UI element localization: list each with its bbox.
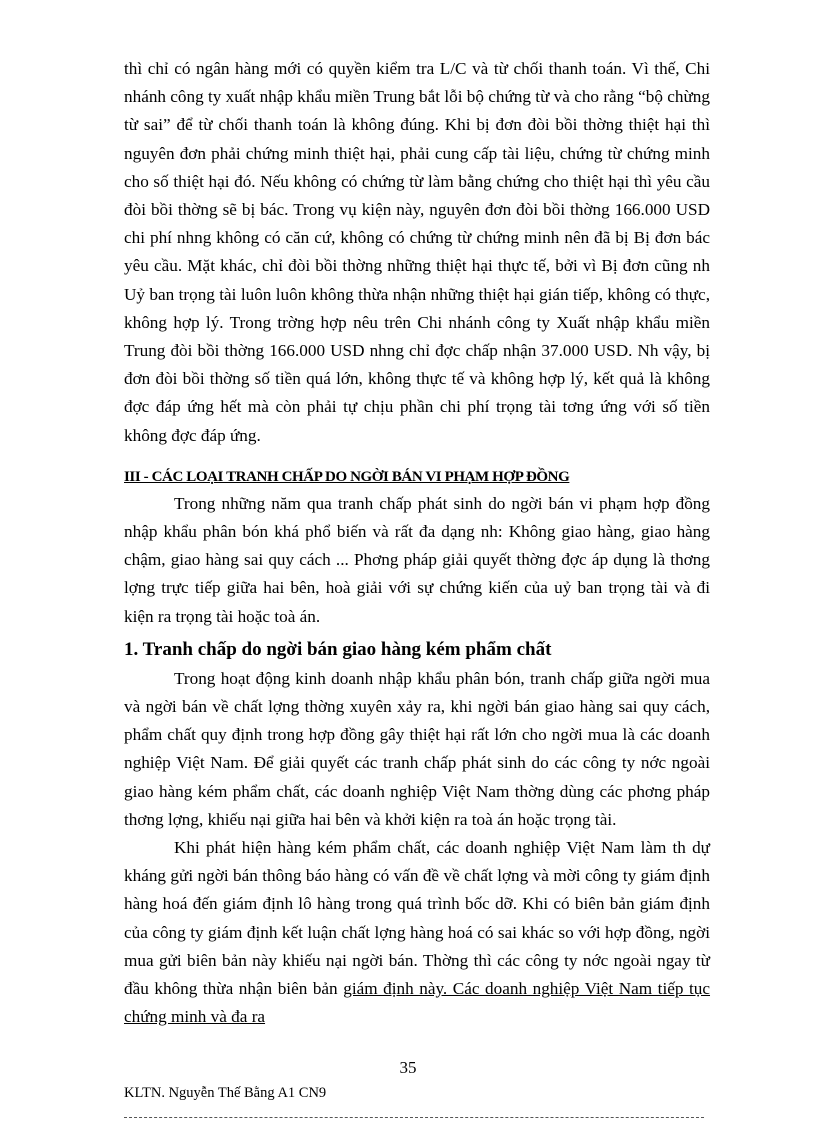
body-paragraph-3: Trong hoạt động kinh doanh nhập khẩu phân bón, tranh chấp giữa ngời mua và ngời bán về chất lợng thờng xuyên xảy ra, khi ngời bán giao hàng sai quy cách, phẩm chất quy định trong hợp đồng gây thiệt hại rất lớn cho ngời mua là các doanh nghiệp Việt Nam. Để giải quyết các tranh chấp phát sinh do các công ty nớc ngoài giao hàng kém phẩm chất, các doanh nghiệp Việt Nam thờng dùng các phơng pháp thơng lợng, khiếu nại giữa hai bên và khởi kiện ra toà án hoặc trọng tài. (124, 668, 710, 829)
page-number: 35 (399, 1058, 417, 1077)
sub-heading: 1. Tranh chấp do ngời bán giao hàng kém phẩm chất (124, 638, 552, 660)
footer-divider (124, 1117, 704, 1118)
body-paragraph-4 (124, 834, 710, 1031)
body-paragraph-1: thì chỉ có ngân hàng mới có quyền kiểm tra L/C và từ chối thanh toán. Vì thế, Chi nhánh công ty xuất nhập khẩu miền Trung bắt lỗi bộ chứng từ và cho rằng “bộ chừng từ sai” để từ chối thanh toán là không đúng. Khi bị đơn đòi bồi thờng thiệt hại thì nguyên đơn phải chứng minh thiệt hại, phải cung cấp tài liệu, chứng từ chứng minh cho số thiệt hại đó. Nếu không có chứng từ làm bằng chứng cho thiệt hại thì yêu cầu đòi bồi thờng sẽ bị bác. Trong vụ kiện này, nguyên đơn đòi bồi thờng 166.000 USD chi phí nhng không có căn cứ, không có chứng từ chứng minh nên đã bị Bị đơn bác yêu cầu. Mặt khác, chỉ đòi bồi thờng những thiệt hại thực tế, bởi vì Bị đơn cũng nh Uỷ ban trọng tài luôn luôn không thừa nhận những thiệt hại gián tiếp, không có thực, không hợp lý. Trong trờng hợp nêu trên Chi nhánh công ty Xuất nhập khẩu miền Trung đòi bồi thờng 166.000 USD nhng chỉ đợc chấp nhận 37.000 USD. Nh vậy, bị đơn đòi bồi thờng số tiền quá lớn, không thực tế và không hợp lý, kết quả là không đợc đáp ứng hết mà còn phải tự chịu phần chi phí trọng tài tơng ứng với số tiền không đợc đáp ứng. (124, 59, 710, 445)
document-body (124, 55, 710, 1032)
body-paragraph-2: Trong những năm qua tranh chấp phát sinh do ngời bán vi phạm hợp đồng nhập khẩu phân bón khá phổ biến và rất đa dạng nh: Không giao hàng, giao hàng chậm, giao hàng sai quy cách ... Phơng pháp giải quyết thờng đợc áp dụng là thơng lợng trực tiếp giữa hai bên, hoà giải với sự chứng kiến của uỷ ban trọng tài và đi kiện ra trọng tài hoặc toà án. (124, 493, 710, 626)
section-heading: III - CÁC LOẠI TRANH CHẤP DO NGỜI BÁN VI PHẠM HỢP ĐỒNG (124, 468, 570, 485)
footer-author: KLTN. Nguyễn Thế Bằng A1 CN9 (124, 1085, 327, 1101)
body-paragraph-4-text: Khi phát hiện hàng kém phẩm chất, các doanh nghiệp Việt Nam làm th dự kháng gửi ngời bán thông báo hàng có vấn đề về chất lợng và mời công ty giám định hàng hoá đến giám định lô hàng trong quá trình bốc dỡ. Khi có biên bản giám định của công ty giám định kết luận chất lợng hàng hoá có sai khác so với hợp đồng, ngời mua gửi biên bản này khiếu nại ngời bán. Thờng thì các công ty nớc ngoài ngay từ đầu không thừa nhận biên bản (124, 838, 710, 999)
body-paragraph-4-last-line: giám định này. Các doanh nghiệp Việt Nam tiếp tục chứng minh và đa ra (124, 979, 711, 1027)
